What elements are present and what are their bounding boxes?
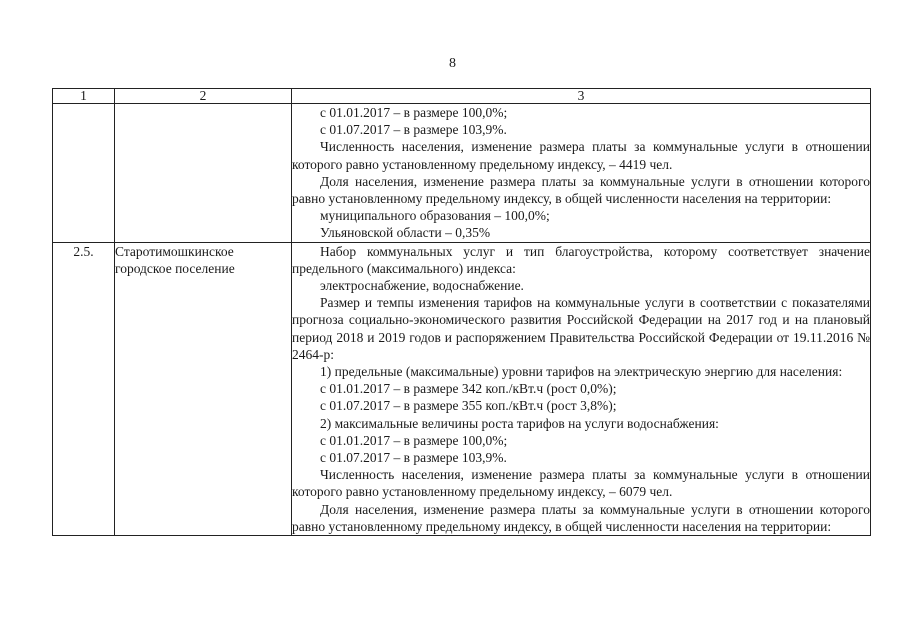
page-number: 8 bbox=[449, 56, 456, 71]
content-paragraph: с 01.07.2017 – в размере 103,9%. bbox=[320, 450, 507, 466]
column-header-1: 1 bbox=[53, 89, 115, 104]
content-paragraph: с 01.01.2017 – в размере 342 коп./кВт.ч (рост 0,0%); bbox=[320, 381, 617, 397]
column-header-2: 2 bbox=[115, 89, 292, 104]
content-paragraph: с 01.01.2017 – в размере 100,0%; bbox=[320, 432, 508, 448]
content-paragraph: Доля населения, изменение размера платы за коммунальные услуги в отношении которого равно установленному предельному индексу, в общей численности населения на территории: bbox=[292, 173, 870, 207]
row-number bbox=[53, 104, 115, 243]
table-header-row bbox=[53, 89, 871, 104]
settlement-name bbox=[115, 104, 292, 243]
row-content bbox=[292, 104, 871, 243]
table-row bbox=[53, 104, 871, 243]
content-paragraph: Размер и темпы изменения тарифов на коммунальные услуги в соответствии с показателями прогноза социально-экономического развития Российской Федерации на 2017 год и на плановый период 2018 и 2019 годов и распоряжением Правительства Российской Федерации от 19.11.2016 № 2464-р: bbox=[292, 295, 870, 362]
table-row bbox=[53, 242, 871, 535]
document-table bbox=[52, 88, 871, 536]
row-content bbox=[292, 242, 871, 535]
content-paragraph: электроснабжение, водоснабжение. bbox=[320, 278, 524, 294]
column-header-3: 3 bbox=[292, 89, 871, 104]
content-paragraph: Набор коммунальных услуг и тип благоустройства, которому соответствует значение предельного (максимального) индекса: bbox=[292, 243, 870, 276]
content-paragraph: с 01.07.2017 – в размере 355 коп./кВт.ч (рост 3,8%); bbox=[320, 398, 617, 414]
settlement-name: Старотимошкинское городское поселение bbox=[115, 242, 292, 535]
content-paragraph: Численность населения, изменение размера платы за коммунальные услуги в отношении которого равно установленному предельному индексу, – 6079 чел. bbox=[292, 467, 870, 500]
content-paragraph: 2) максимальные величины роста тарифов на услуги водоснабжения: bbox=[320, 415, 719, 431]
row-number: 2.5. bbox=[53, 242, 115, 535]
content-paragraph: с 01.07.2017 – в размере 103,9%. bbox=[320, 122, 507, 138]
content-paragraph: Ульяновской области – 0,35% bbox=[320, 225, 491, 241]
content-paragraph: Численность населения, изменение размера платы за коммунальные услуги в отношении которого равно установленному предельному индексу, – 4419 чел. bbox=[292, 139, 870, 172]
content-paragraph: 1) предельные (максимальные) уровни тарифов на электрическую энергию для населения: bbox=[320, 364, 843, 380]
content-paragraph: муниципального образования – 100,0%; bbox=[320, 208, 550, 224]
content-paragraph: с 01.01.2017 – в размере 100,0%; bbox=[320, 105, 508, 120]
content-paragraph: Доля населения, изменение размера платы за коммунальные услуги в отношении которого равно установленному предельному индексу, в общей численности населения на территории: bbox=[292, 501, 870, 534]
